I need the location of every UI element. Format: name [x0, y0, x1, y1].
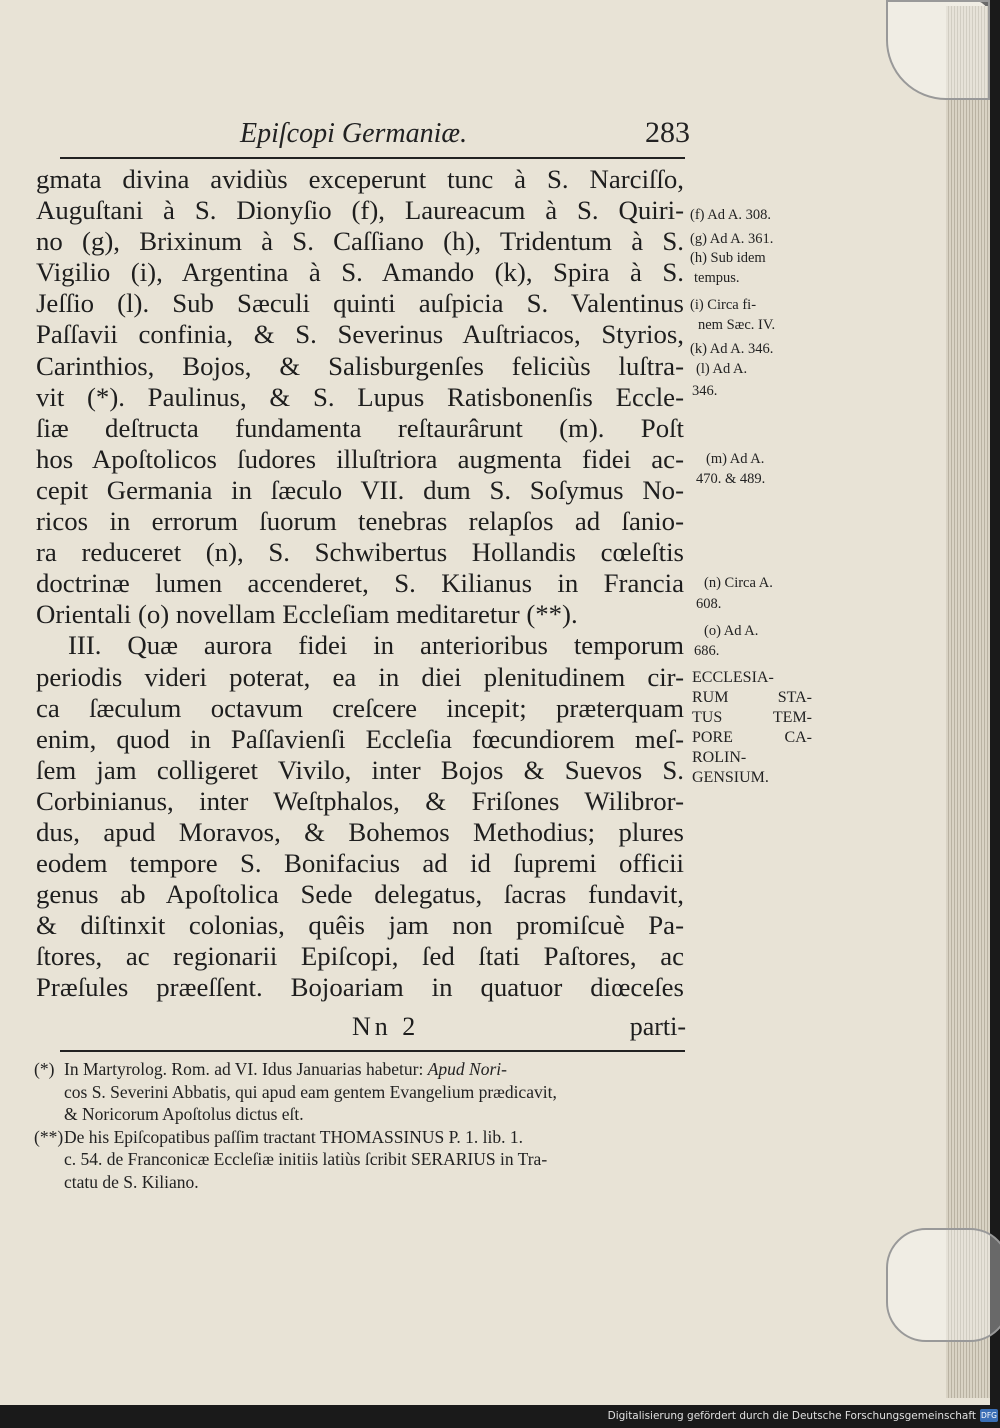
text-line: eodem tempore S. Bonifacius ad id ſupremi officii	[36, 848, 684, 879]
text-line: vit (*). Paulinus, & S. Lupus Ratisbonenſis Eccle-	[36, 381, 684, 412]
footnote-1-line: cos S. Severini Abbatis, qui apud eam gentem Evangelium prædicavit,	[64, 1081, 557, 1102]
margin-note: 608.	[696, 596, 722, 612]
text-line: doctrinæ lumen accenderet, S. Kilianus in Francia	[36, 568, 684, 599]
text-line: ſem jam colligeret Vivilo, inter Bojos & Suevos S.	[36, 754, 684, 785]
margin-note: 470. & 489.	[696, 471, 766, 487]
page-number: 283	[645, 116, 690, 149]
catchwords-line	[60, 1012, 686, 1046]
text-line: Paſſavii confinia, & S. Severinus Auſtriacos, Styrios,	[36, 319, 684, 350]
footnote-rule	[60, 1050, 685, 1052]
text-line: & diſtinxit colonias, quêis jam non promiſcuè Pa-	[36, 910, 684, 941]
text-line: Vigilio (i), Argentina à S. Amando (k), Spira à S.	[36, 257, 684, 288]
footnote-2-line	[34, 1126, 686, 1149]
footnote-quote: Apud Nori-	[427, 1059, 507, 1079]
text-line: Præſules præeſſent. Bojoariam in quatuor diœceſes	[36, 972, 684, 1003]
text-line: periodis videri poterat, ea in diei plenitudinem cir-	[36, 661, 684, 692]
footnotes	[34, 1058, 686, 1193]
margin-note: (h) Sub idem	[690, 250, 766, 266]
text-line: cepit Germania in ſæculo VII. dum S. Soſymus No-	[36, 474, 684, 505]
text-line: ſtores, ac regionarii Epiſcopi, ſed ſtati Paſtores, ac	[36, 941, 684, 972]
margin-note: (l) Ad A.	[696, 361, 748, 377]
margin-note: (i) Circa fi-	[690, 297, 757, 313]
funding-credit: Digitalisierung gefördert durch die Deutsche Forschungsgemeinschaft	[607, 1410, 976, 1422]
footnote-1-line	[34, 1058, 686, 1081]
page-clip-top	[886, 0, 990, 100]
body-text	[36, 164, 684, 1004]
margin-note: nem Sæc. IV.	[698, 317, 776, 333]
text-line: Carinthios, Bojos, & Salisburgenſes feliciùs luſtra-	[36, 350, 684, 381]
text-line: Orientali (o) novellam Eccleſiam meditaretur (**).	[36, 599, 578, 630]
marginal-section-heading	[692, 668, 812, 788]
margin-note: (m) Ad A.	[706, 451, 765, 467]
text-line: ca ſæculum octavum creſcere incepit; præterquam	[36, 692, 684, 723]
section-head-line: ROLIN-	[692, 749, 747, 766]
running-head: Epiſcopi Germaniæ.	[240, 118, 468, 149]
footnote-text: De his Epiſcopatibus paſſim tractant THOMASSINUS P. 1. lib. 1.	[64, 1126, 524, 1147]
text-line: genus ab Apoſtolica Sede delegatus, ſacras fundavit,	[36, 879, 684, 910]
footnote-1-line: & Noricorum Apoſtolus dictus eſt.	[64, 1104, 304, 1124]
footnote-2-line: ctatu de S. Kiliano.	[64, 1171, 199, 1192]
margin-note: (o) Ad A.	[704, 623, 759, 639]
text-line: enim, quod in Paſſavienſi Eccleſia fœcundiorem meſ-	[36, 723, 684, 754]
footnote-text: In Martyrolog. Rom. ad VI. Idus Januarias habetur:	[64, 1059, 424, 1079]
section-head-line: RUM STA-	[692, 689, 812, 706]
signature-mark: Nn 2	[352, 1012, 420, 1041]
section-head-line: PORE CA-	[692, 729, 812, 746]
text-line: Corbinianus, inter Weſtphalos, & Friſones Wilibror-	[36, 785, 684, 816]
text-line: III. Quæ aurora fidei in anterioribus temporum	[68, 630, 684, 661]
text-line: dus, apud Moravos, & Bohemos Methodius; plures	[36, 816, 684, 847]
margin-note: (f) Ad A. 308.	[690, 207, 771, 223]
page-edge	[946, 6, 990, 1398]
footnote-mark: (**)	[34, 1126, 64, 1147]
margin-note: 686.	[694, 643, 720, 659]
footnote-mark: (*)	[34, 1059, 55, 1079]
margin-note: (k) Ad A. 346.	[690, 341, 774, 357]
margin-note: tempus.	[694, 270, 740, 286]
page-clip-bottom	[886, 1228, 1000, 1342]
text-line: gmata divina avidiùs exceperunt tunc à S. Narciſſo,	[36, 164, 684, 194]
text-line: hos Apoſtolicos ſudores illuſtriora augmenta fidei ac-	[36, 443, 684, 474]
text-line: Auguſtani à S. Dionyſio (f), Laureacum à S. Quiri-	[36, 195, 684, 226]
catchword: parti-	[629, 1012, 686, 1041]
page-header	[60, 112, 690, 152]
text-line: no (g), Brixinum à S. Caſſiano (h), Tridentum à S.	[36, 226, 684, 257]
margin-note: 346.	[692, 383, 718, 399]
footnote-2-line: c. 54. de Franconicæ Eccleſiæ initiis latiùs ſcribit SERARIUS in Tra-	[64, 1149, 548, 1169]
section-head-line: ECCLESIA-	[692, 669, 774, 686]
header-rule	[60, 157, 685, 159]
text-line: Jeſſio (l). Sub Sæculi quinti auſpicia S. Valentinus	[36, 288, 684, 319]
text-line: ra reduceret (n), S. Schwibertus Hollandis cœleſtis	[36, 537, 684, 568]
text-line: ſiæ deſtructa fundamenta reſtaurârunt (m). Poſt	[36, 412, 684, 443]
section-head-line: TUS TEM-	[692, 709, 812, 726]
margin-note: (n) Circa A.	[704, 575, 773, 591]
section-head-line: GENSIUM.	[692, 769, 769, 786]
dfg-logo-icon: DFG	[981, 1411, 997, 1420]
margin-note: (g) Ad A. 361.	[690, 231, 774, 247]
text-line: ricos in errorum ſuorum tenebras relapſos ad ſanio-	[36, 506, 684, 537]
